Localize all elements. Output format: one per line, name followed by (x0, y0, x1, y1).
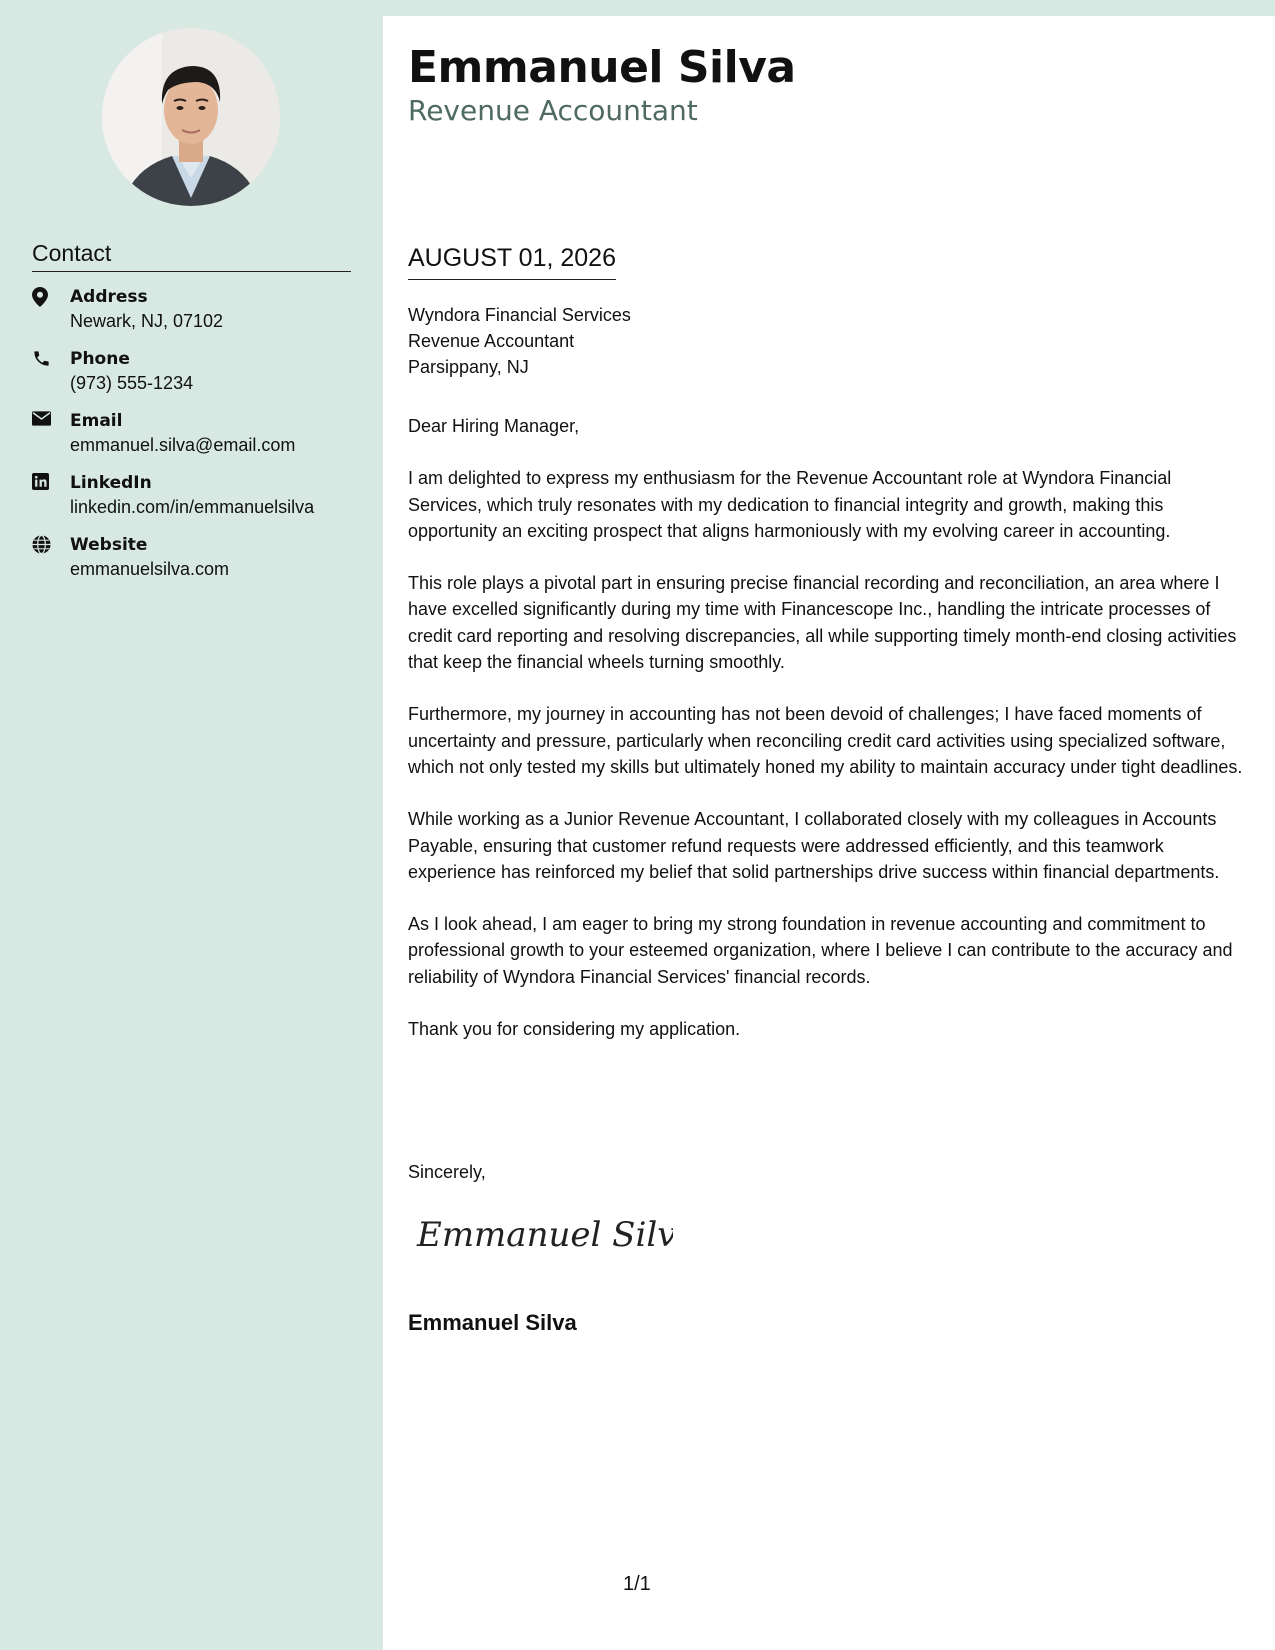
contact-email (32, 409, 362, 457)
closing: Sincerely, (408, 1162, 486, 1182)
contact-label: Address (70, 287, 148, 307)
paragraph: Furthermore, my journey in accounting has not been devoid of challenges; I have faced moments of uncertainty and pressure, particularly when reconciling credit card activities using specialized software, which not only tested my skills but ultimately honed my ability to maintain accuracy under tight deadlines. (408, 704, 1243, 777)
paragraph: While working as a Junior Revenue Accountant, I collaborated closely with my colleagues in Accounts Payable, ensuring that customer refund requests were addressed efficiently, and this teamwork experience has reinforced my belief that solid partnerships drive success within financial departments. (408, 809, 1220, 882)
contact-label: Email (70, 411, 123, 431)
page-number: 1/1 (623, 1573, 651, 1595)
contact-label: LinkedIn (70, 473, 152, 493)
signed-name: Emmanuel Silva (408, 1310, 577, 1335)
contact-value: emmanuel.silva@email.com (70, 435, 296, 455)
globe-icon (32, 533, 70, 554)
recipient-company: Wyndora Financial Services (408, 305, 631, 325)
recipient-block (408, 302, 631, 380)
profile-photo (102, 28, 280, 206)
sidebar (0, 0, 383, 1650)
applicant-name: Emmanuel Silva (408, 42, 796, 93)
letter-body (383, 16, 1275, 1650)
contact-phone (32, 347, 362, 395)
contact-heading: Contact (32, 240, 351, 272)
envelope-icon (32, 409, 70, 426)
contact-value: linkedin.com/in/emmanuelsilva (70, 497, 315, 517)
paragraph: This role plays a pivotal part in ensuring precise financial recording and reconciliation, an area where I have excelled significantly during my time with Financescope Inc., handling the intricate processes of credit card reporting and resolving discrepancies, all while supporting timely month-end closing activities that keep the financial wheels turning smoothly. (408, 573, 1237, 673)
contact-linkedin (32, 471, 362, 519)
contact-label: Phone (70, 349, 130, 369)
recipient-location: Parsippany, NJ (408, 357, 529, 377)
portrait-illustration (102, 28, 280, 206)
contact-list (32, 285, 362, 595)
paragraph: As I look ahead, I am eager to bring my strong foundation in revenue accounting and commitment to professional growth to your esteemed organization, where I believe I can contribute to the accuracy and reliability of Wyndora Financial Services' financial records. (408, 914, 1233, 987)
linkedin-icon (32, 471, 70, 490)
signature-text: Emmanuel Silva (417, 1215, 673, 1255)
contact-value: emmanuelsilva.com (70, 559, 230, 579)
letter-date: AUGUST 01, 2026 (408, 244, 616, 280)
contact-value: Newark, NJ, 07102 (70, 311, 224, 331)
letter-content (408, 413, 1243, 1068)
paragraph: I am delighted to express my enthusiasm for the Revenue Accountant role at Wyndora Financial Services, which truly resonates with my dedication to financial integrity and growth, making this opportunity an exciting prospect that aligns harmoniously with my evolving career in accounting. (408, 468, 1172, 541)
recipient-position: Revenue Accountant (408, 331, 575, 351)
contact-website (32, 533, 362, 581)
handwritten-signature (413, 1204, 673, 1264)
contact-value: (973) 555-1234 (70, 373, 194, 393)
salutation: Dear Hiring Manager, (408, 416, 580, 436)
paragraph: Thank you for considering my application. (408, 1019, 741, 1040)
location-pin-icon (32, 285, 70, 307)
contact-address (32, 285, 362, 333)
phone-icon (32, 347, 70, 368)
contact-label: Website (70, 535, 148, 555)
applicant-role: Revenue Accountant (408, 94, 698, 127)
